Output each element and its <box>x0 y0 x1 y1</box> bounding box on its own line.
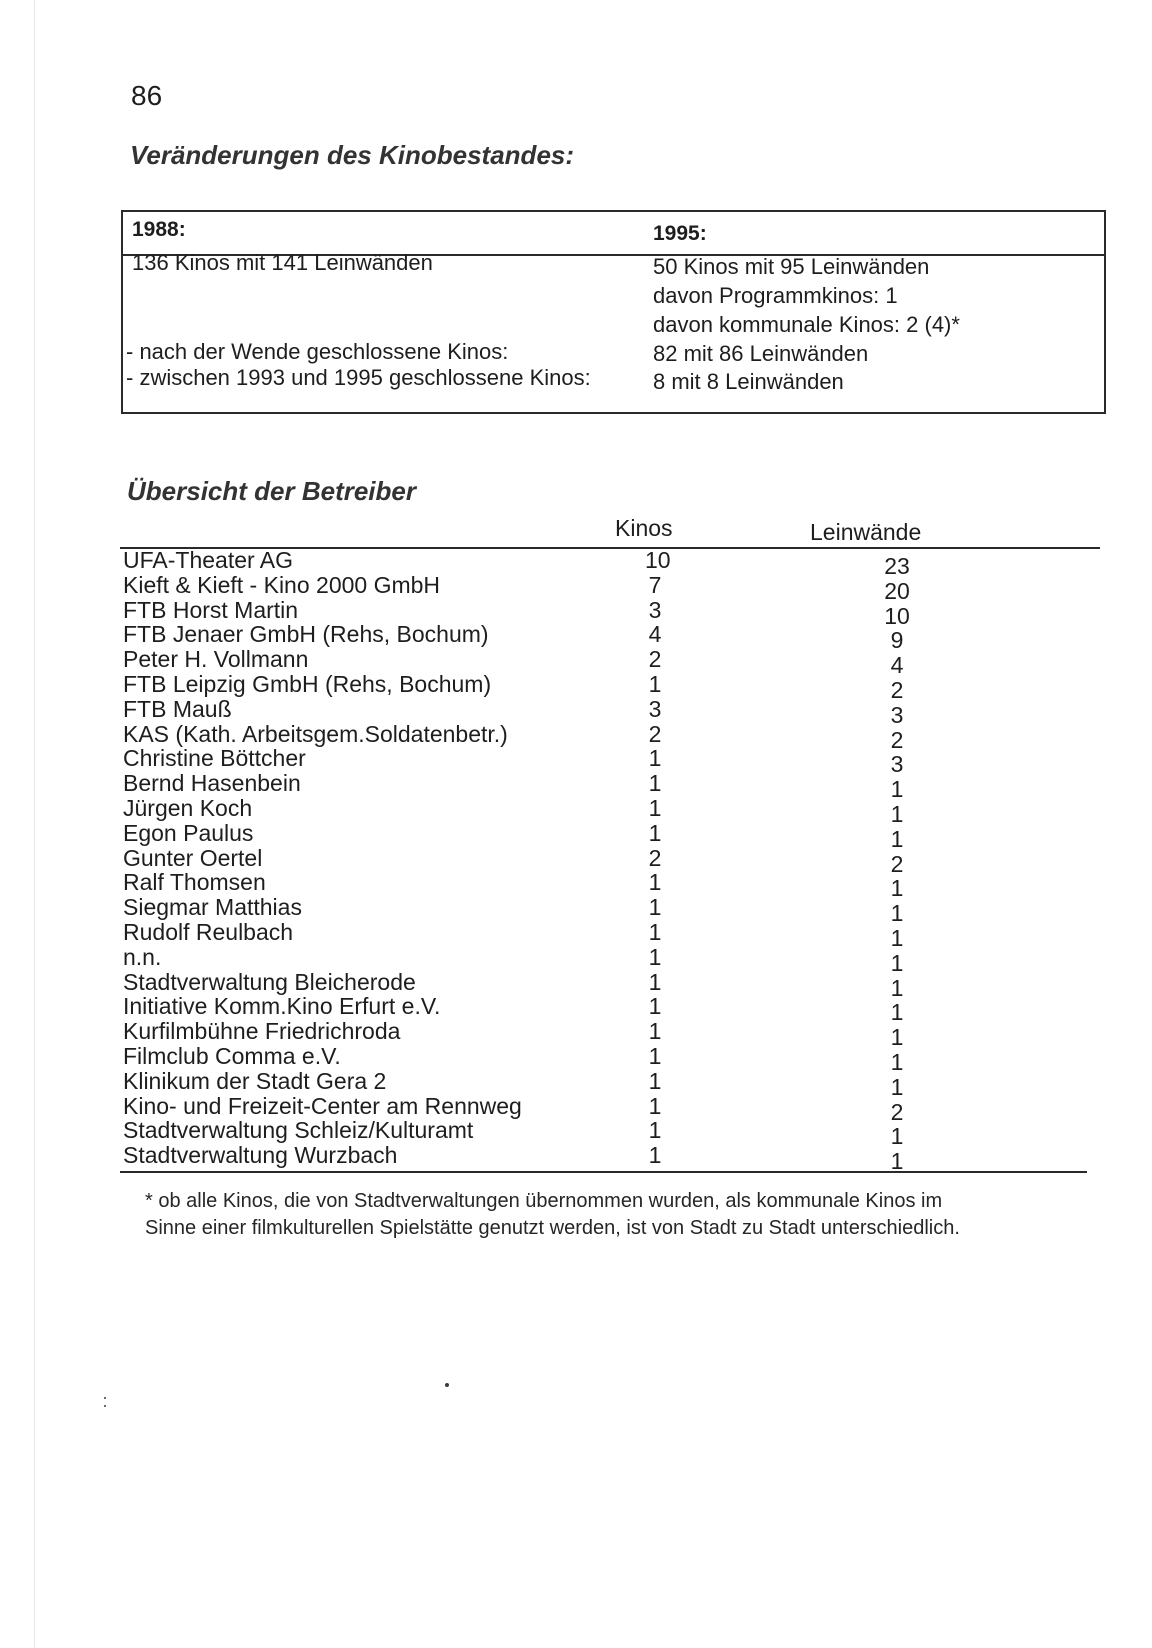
leinwaende-count: 1 <box>890 974 904 1001</box>
kinos-count: 2 <box>648 720 662 747</box>
operator-name: Stadtverwaltung Wurzbach <box>123 1142 398 1169</box>
operator-name: Stadtverwaltung Bleicherode <box>123 968 416 995</box>
operator-name: Bernd Hasenbein <box>123 770 301 797</box>
operator-name: Stadtverwaltung Schleiz/Kulturamt <box>123 1117 474 1144</box>
kinos-count: 1 <box>648 1117 662 1144</box>
operator-name: Egon Paulus <box>123 819 254 846</box>
leinwaende-count: 1 <box>890 800 904 827</box>
leinwaende-count: 1 <box>890 1024 904 1051</box>
section-heading-kinobestand: Veränderungen des Kinobestandes: <box>130 140 575 170</box>
kinos-count: 10 <box>645 547 671 573</box>
kinos-count: 1 <box>648 943 662 970</box>
kinos-count: 1 <box>648 894 662 921</box>
col-header-1995: 1995: <box>653 222 707 245</box>
operator-name: UFA-Theater AG <box>123 547 294 573</box>
leinwaende-count: 2 <box>890 1098 904 1125</box>
kinos-count: 1 <box>648 1092 662 1119</box>
kinos-count: 1 <box>648 670 662 697</box>
operator-name: KAS (Kath. Arbeitsgem.Soldatenbetr.) <box>123 720 508 747</box>
leinwaende-count: 1 <box>890 999 904 1026</box>
leinwaende-count: 2 <box>890 676 904 703</box>
kinos-count: 1 <box>648 918 662 945</box>
leinwaende-count: 23 <box>884 553 910 579</box>
operator-name: Jürgen Koch <box>123 794 253 821</box>
operator-name: Filmclub Comma e.V. <box>123 1042 341 1069</box>
operator-name: Ralf Thomsen <box>123 869 266 896</box>
kinos-count: 1 <box>648 1142 662 1169</box>
leinwaende-count: 2 <box>890 850 904 877</box>
operator-name: FTB Jenaer GmbH (Rehs, Bochum) <box>123 621 489 648</box>
operator-name: FTB Mauß <box>123 695 232 722</box>
leinwaende-count: 2 <box>890 726 904 753</box>
kinos-count: 1 <box>648 794 662 821</box>
scan-speck <box>104 1397 106 1399</box>
page-number: 86 <box>131 80 163 111</box>
leinwaende-count: 3 <box>890 701 904 728</box>
leinwaende-count: 3 <box>890 751 904 778</box>
right-line-closed-after-wende-count: 82 mit 86 Leinwänden <box>653 341 869 366</box>
leinwaende-count: 1 <box>890 1048 904 1075</box>
left-line-closed-after-wende: - nach der Wende geschlossene Kinos: <box>126 339 509 364</box>
right-line-closed-1993-1995-count: 8 mit 8 Leinwänden <box>653 369 844 394</box>
kinos-count: 1 <box>648 1042 662 1069</box>
kinos-count: 4 <box>648 621 662 648</box>
leinwaende-count: 1 <box>890 1073 904 1100</box>
leinwaende-count: 10 <box>884 602 910 629</box>
leinwaende-count: 1 <box>890 776 904 803</box>
kinos-count: 1 <box>648 745 662 772</box>
kinos-count: 1 <box>648 770 662 797</box>
footnote-line-1: * ob alle Kinos, die von Stadtverwaltungen übernommen wurden, als kommunale Kinos im <box>145 1190 943 1212</box>
kinos-count: 1 <box>648 819 662 846</box>
right-line-1995-total: 50 Kinos mit 95 Leinwänden <box>653 254 930 279</box>
kinos-count: 1 <box>648 869 662 896</box>
kinos-count: 3 <box>648 596 662 623</box>
right-line-programmkinos: davon Programmkinos: 1 <box>653 283 898 308</box>
kinos-count: 3 <box>648 695 662 722</box>
operator-name: FTB Horst Martin <box>123 596 299 623</box>
footnote <box>145 1188 1085 1242</box>
operator-name: Peter H. Vollmann <box>123 646 309 673</box>
operator-name: Kieft & Kieft - Kino 2000 GmbH <box>123 571 441 598</box>
leinwaende-count: 1 <box>890 1148 904 1175</box>
operator-name: Klinikum der Stadt Gera 2 <box>123 1067 387 1094</box>
operator-name: Initiative Komm.Kino Erfurt e.V. <box>123 993 441 1020</box>
kinobestand-comparison-box <box>121 210 1106 414</box>
leinwaende-count: 4 <box>890 652 904 679</box>
left-line-1988-total: 136 Kinos mit 141 Leinwänden <box>132 250 433 275</box>
operator-name: Siegmar Matthias <box>123 894 302 921</box>
left-line-closed-1993-1995: - zwischen 1993 und 1995 geschlossene Kinos: <box>126 365 591 390</box>
operator-name: Christine Böttcher <box>123 745 306 772</box>
leinwaende-count: 1 <box>890 875 904 902</box>
kinos-count: 1 <box>648 1067 662 1094</box>
operators-table <box>120 515 1100 1175</box>
leinwaende-count: 9 <box>890 627 904 654</box>
col-header-1988: 1988: <box>132 218 186 241</box>
scan-speck <box>445 1383 449 1387</box>
scan-speck <box>104 1405 106 1407</box>
operator-name: n.n. <box>123 943 162 970</box>
leinwaende-count: 1 <box>890 1123 904 1150</box>
operator-name: Kino- und Freizeit-Center am Rennweg <box>123 1092 522 1119</box>
column-header-leinwaende: Leinwände <box>810 519 922 545</box>
kinos-count: 1 <box>648 993 662 1020</box>
footnote-line-2: Sinne einer filmkulturellen Spielstätte genutzt werden, ist von Stadt zu Stadt unterschiedlich. <box>145 1217 960 1239</box>
leinwaende-count: 1 <box>890 825 904 852</box>
leinwaende-count: 1 <box>890 949 904 976</box>
operator-name: Rudolf Reulbach <box>123 918 294 945</box>
section-heading-betreiber: Übersicht der Betreiber <box>127 476 416 506</box>
kinos-count: 1 <box>648 968 662 995</box>
operator-name: Kurfilmbühne Friedrichroda <box>123 1018 401 1045</box>
kinos-count: 2 <box>648 844 662 871</box>
leinwaende-count: 20 <box>884 577 910 604</box>
page-edge <box>34 0 35 1648</box>
right-line-kommunale-kinos: davon kommunale Kinos: 2 (4)* <box>653 312 960 337</box>
kinos-count: 2 <box>648 646 662 673</box>
kinos-count: 1 <box>648 1018 662 1045</box>
operator-name: FTB Leipzig GmbH (Rehs, Bochum) <box>123 670 492 697</box>
leinwaende-count: 1 <box>890 900 904 927</box>
kinos-count: 7 <box>648 571 662 598</box>
leinwaende-count: 1 <box>890 924 904 951</box>
table-footer-rule <box>120 1171 1087 1173</box>
column-header-kinos: Kinos <box>615 515 673 541</box>
operator-name: Gunter Oertel <box>123 844 263 871</box>
